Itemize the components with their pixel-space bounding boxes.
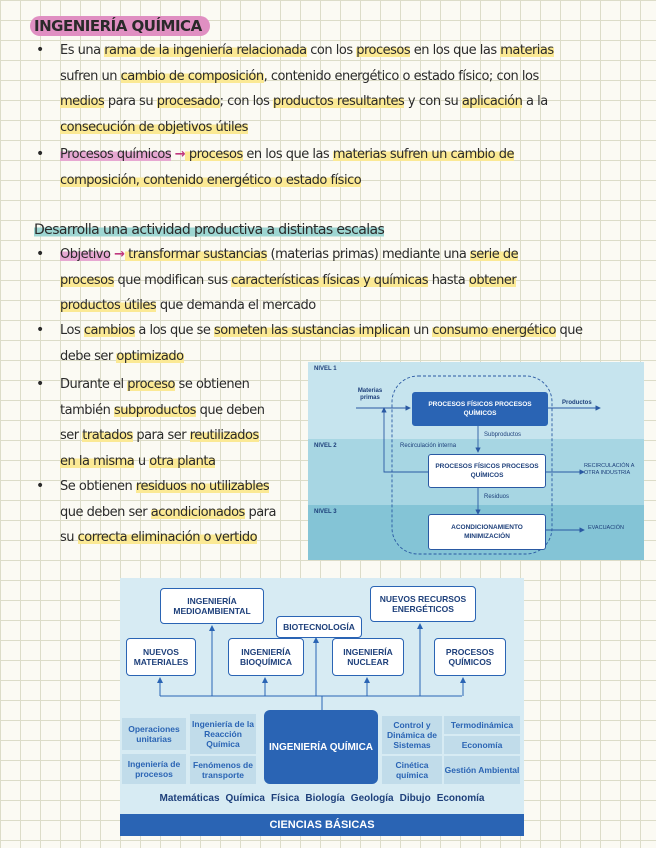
level-1-label: NIVEL 1: [314, 366, 337, 372]
field-biochemical-engineering: INGENIERÍA BIOQUÍMICA: [228, 638, 304, 676]
field-new-materials: NUEVOS MATERIALES: [126, 638, 196, 676]
field-biotechnology: BIOTECNOLOGÍA: [276, 616, 362, 638]
basic-science-item: Química: [225, 792, 265, 804]
core-economics: Economía: [444, 736, 520, 754]
products-label: Productos: [562, 400, 592, 406]
bullet-marker: •: [36, 478, 45, 494]
field-chemical-processes: PROCESOS QUÍMICOS: [434, 638, 506, 676]
paragraph-byproducts: Durante el proceso se obtienen también subproductos que deben ser tratados para ser reutilizados en la misma u otra planta: [60, 377, 265, 469]
level-3-label: NIVEL 3: [314, 509, 337, 515]
basic-science-item: Biología: [305, 792, 345, 804]
internal-recirculation-label: Recirculación interna: [400, 443, 457, 449]
basic-science-item: Economía: [436, 792, 485, 804]
core-reaction-engineering: Ingeniería de la Reacción Química: [190, 714, 256, 754]
field-new-energy-resources: NUEVOS RECURSOS ENERGÉTICOS: [370, 586, 476, 622]
paragraph-waste: Se obtienen residuos no utilizables que deben ser acondicionados para su correcta eliminación o vertido: [60, 479, 276, 545]
bullet-marker: •: [36, 246, 45, 262]
core-unit-operations: Operaciones unitarias: [122, 718, 186, 750]
bullet-marker: •: [36, 376, 45, 392]
paragraph-chemical-processes: Procesos químicos → procesos en los que las materias sufren un cambio de composición, contenido energético o estado físico: [60, 147, 514, 188]
level-2-label: NIVEL 2: [314, 443, 337, 449]
waste-label: Residuos: [484, 494, 510, 500]
other-industry-label: RECIRCULACIÓN A OTRA INDUSTRIA: [584, 463, 635, 476]
basic-science-item: Matemáticas: [159, 792, 220, 804]
process-levels-diagram: [308, 362, 644, 560]
core-transport-phenomena: Fenómenos de transporte: [190, 756, 256, 784]
process-box-level-2: PROCESOS FÍSICOS PROCESOS QUÍMICOS: [428, 454, 546, 488]
core-environmental-management: Gestión Ambiental: [444, 756, 520, 784]
paragraph-objective: Objetivo → transformar sustancias (materias primas) mediante una serie de procesos que modifican sus características físicas y químicas hasta obtener productos útiles que demanda el mercado: [60, 247, 519, 313]
paragraph-definition: Es una rama de la ingeniería relacionada con los procesos en los que las materias sufren un cambio de composición, contenido energético o estado físico; con los medios para su procesado; con los productos resultantes y con su aplicación a la consecución de objetivos útiles: [60, 43, 554, 135]
paragraph-energy: Los cambios a los que se someten las sustancias implican un consumo energético que debe ser optimizado: [60, 323, 583, 364]
basic-science-item: Física: [270, 792, 300, 804]
bullet-marker: •: [36, 146, 45, 162]
page-title: INGENIERÍA QUÍMICA: [30, 16, 210, 36]
basic-sciences-list: [120, 788, 524, 808]
section-heading: Desarrolla una actividad productiva a distintas escalas: [34, 222, 385, 238]
byproducts-label: Subproductos: [484, 432, 522, 438]
process-box-level-3: ACONDICIONAMIENTO MINIMIZACIÓN: [428, 514, 546, 550]
core-chemical-kinetics: Cinética química: [382, 756, 442, 784]
process-box-level-1: PROCESOS FÍSICOS PROCESOS QUÍMICOS: [412, 392, 548, 426]
core-process-engineering: Ingeniería de procesos: [122, 754, 186, 784]
field-environmental-engineering: INGENIERÍA MEDIOAMBIENTAL: [160, 588, 264, 624]
basic-sciences-footer: CIENCIAS BÁSICAS: [120, 814, 524, 836]
evacuation-label: EVACUACIÓN: [588, 525, 624, 531]
basic-science-item: Dibujo: [399, 792, 431, 804]
bullet-marker: •: [36, 42, 45, 58]
bullet-marker: •: [36, 322, 45, 338]
basic-science-item: Geología: [350, 792, 394, 804]
core-thermodynamics: Termodinámica: [444, 716, 520, 734]
raw-materials-label: Materias primas: [357, 388, 383, 401]
core-control-systems: Control y Dinámica de Sistemas: [382, 716, 442, 754]
chemical-engineering-core: INGENIERÍA QUÍMICA: [264, 710, 378, 784]
field-nuclear-engineering: INGENIERÍA NUCLEAR: [332, 638, 404, 676]
chemical-engineering-fields-diagram: [120, 578, 524, 836]
